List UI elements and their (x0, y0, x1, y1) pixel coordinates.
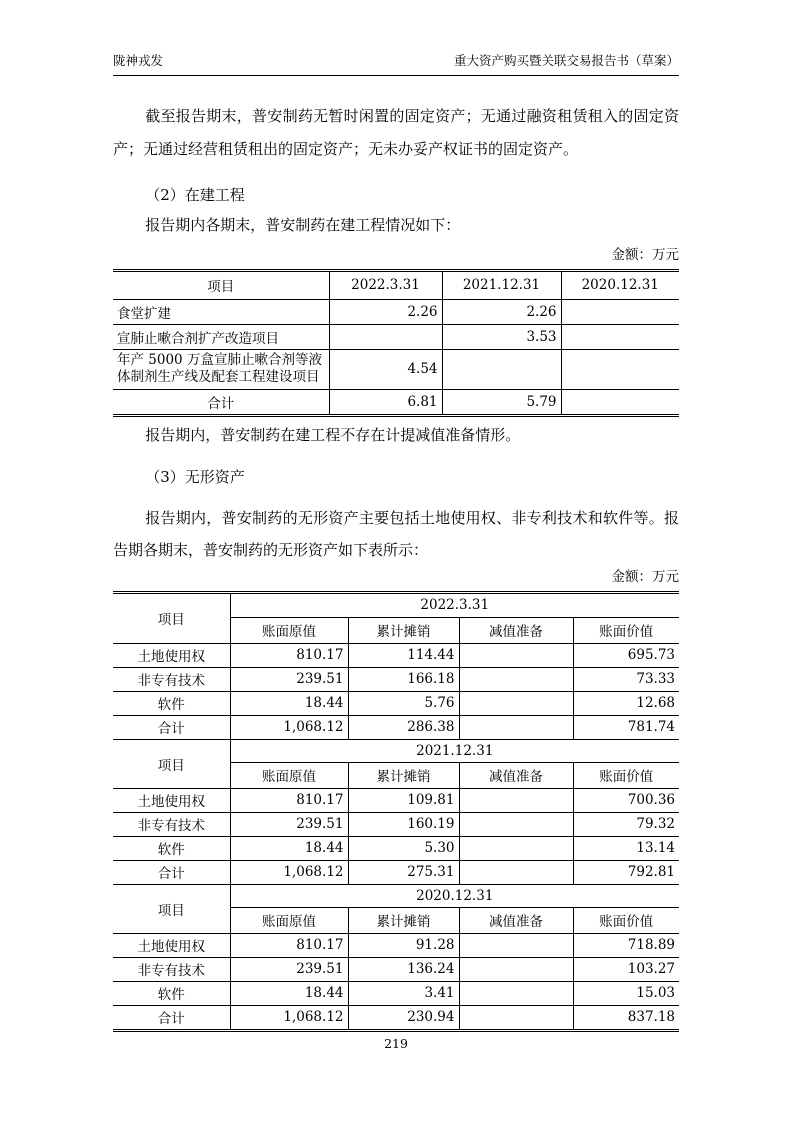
column-header: 账面原值 (230, 907, 348, 933)
heading-construction: （2）在建工程 (145, 186, 245, 204)
row-label: 软件 (113, 981, 230, 1005)
value-cell: 15.03 (573, 981, 679, 1005)
value-cell (459, 981, 573, 1005)
value-cell: 695.73 (573, 643, 679, 667)
value-cell: 2.26 (442, 299, 561, 324)
amount-unit-label-2: 金额：万元 (611, 569, 679, 585)
total-value (561, 389, 679, 414)
value-cell (459, 643, 573, 667)
value-cell: 160.19 (348, 812, 459, 836)
value-cell: 5.76 (348, 691, 459, 715)
value-cell: 239.51 (230, 957, 348, 981)
value-cell (561, 349, 679, 389)
row-label: 非专有技术 (113, 667, 230, 691)
total-label: 合计 (113, 389, 329, 414)
column-header: 累计摊销 (348, 617, 459, 643)
value-cell: 239.51 (230, 667, 348, 691)
column-header: 项目 (113, 739, 230, 788)
total-value: 286.38 (348, 715, 459, 739)
column-header: 账面原值 (230, 617, 348, 643)
value-cell: 700.36 (573, 788, 679, 812)
column-header: 账面原值 (230, 762, 348, 788)
total-value: 1,068.12 (230, 860, 348, 884)
total-value: 781.74 (573, 715, 679, 739)
value-cell: 166.18 (348, 667, 459, 691)
row-label: 食堂扩建 (113, 299, 329, 324)
value-cell: 114.44 (348, 643, 459, 667)
row-label: 软件 (113, 836, 230, 860)
total-value (459, 860, 573, 884)
value-cell (442, 349, 561, 389)
row-label: 软件 (113, 691, 230, 715)
value-cell (459, 836, 573, 860)
total-value: 1,068.12 (230, 715, 348, 739)
paragraph-construction-intro: 报告期内各期末，普安制药在建工程情况如下： (145, 216, 461, 234)
column-header: 累计摊销 (348, 907, 459, 933)
value-cell: 810.17 (230, 643, 348, 667)
total-value (459, 1005, 573, 1029)
total-value (459, 715, 573, 739)
column-header: 账面价值 (573, 907, 679, 933)
paragraph-construction-note: 报告期内，普安制药在建工程不存在计提减值准备情形。 (145, 426, 521, 444)
value-cell: 12.68 (573, 691, 679, 715)
date-header: 2020.12.31 (230, 884, 679, 907)
value-cell: 13.14 (573, 836, 679, 860)
value-cell (459, 667, 573, 691)
value-cell: 5.30 (348, 836, 459, 860)
value-cell: 3.41 (348, 981, 459, 1005)
intangible-table (113, 594, 679, 1029)
total-value: 1,068.12 (230, 1005, 348, 1029)
value-cell: 4.54 (329, 349, 442, 389)
column-header: 账面价值 (573, 762, 679, 788)
value-cell: 810.17 (230, 933, 348, 957)
column-header: 项目 (113, 884, 230, 933)
value-cell: 18.44 (230, 981, 348, 1005)
value-cell (329, 324, 442, 349)
value-cell (561, 299, 679, 324)
total-value: 792.81 (573, 860, 679, 884)
row-label: 土地使用权 (113, 933, 230, 957)
column-header: 项目 (113, 272, 329, 299)
value-cell: 79.32 (573, 812, 679, 836)
column-header: 项目 (113, 594, 230, 643)
company-name: 陇神戎发 (113, 53, 164, 68)
total-value: 837.18 (573, 1005, 679, 1029)
construction-table-wrapper (113, 269, 679, 417)
value-cell: 239.51 (230, 812, 348, 836)
row-label: 年产 5000 万盒宣肺止嗽合剂等液体制剂生产线及配套工程建设项目 (113, 349, 329, 389)
paragraph-fixed-assets: 截至报告期末，普安制药无暂时闲置的固定资产；无通过融资租赁租入的固定资产；无通过经营租赁租出的固定资产；无未办妥产权证书的固定资产。 (113, 107, 679, 158)
value-cell: 136.24 (348, 957, 459, 981)
value-cell: 18.44 (230, 691, 348, 715)
total-label: 合计 (113, 715, 230, 739)
row-label: 土地使用权 (113, 788, 230, 812)
page-header (113, 51, 679, 76)
value-cell (459, 957, 573, 981)
column-header: 2020.12.31 (561, 272, 679, 299)
value-cell: 103.27 (573, 957, 679, 981)
value-cell (561, 324, 679, 349)
intangible-table-wrapper (113, 591, 679, 1032)
page-number: 219 (384, 1036, 408, 1051)
row-label: 宣肺止嗽合剂扩产改造项目 (113, 324, 329, 349)
value-cell (459, 933, 573, 957)
value-cell: 91.28 (348, 933, 459, 957)
value-cell: 810.17 (230, 788, 348, 812)
column-header: 减值准备 (459, 907, 573, 933)
value-cell: 18.44 (230, 836, 348, 860)
value-cell (459, 788, 573, 812)
column-header: 减值准备 (459, 762, 573, 788)
value-cell: 109.81 (348, 788, 459, 812)
value-cell: 73.33 (573, 667, 679, 691)
column-header: 2022.3.31 (329, 272, 442, 299)
value-cell: 2.26 (329, 299, 442, 324)
row-label: 非专有技术 (113, 957, 230, 981)
value-cell (459, 691, 573, 715)
report-title: 重大资产购买暨关联交易报告书（草案） (453, 53, 679, 68)
value-cell: 718.89 (573, 933, 679, 957)
total-value: 5.79 (442, 389, 561, 414)
column-header: 减值准备 (459, 617, 573, 643)
construction-table (113, 272, 679, 414)
total-label: 合计 (113, 860, 230, 884)
amount-unit-label-1: 金额：万元 (611, 247, 679, 263)
value-cell (459, 812, 573, 836)
row-label: 土地使用权 (113, 643, 230, 667)
column-header: 2021.12.31 (442, 272, 561, 299)
value-cell: 3.53 (442, 324, 561, 349)
row-label: 非专有技术 (113, 812, 230, 836)
total-label: 合计 (113, 1005, 230, 1029)
column-header: 累计摊销 (348, 762, 459, 788)
date-header: 2022.3.31 (230, 594, 679, 617)
heading-intangible: （3）无形资产 (145, 468, 245, 486)
column-header: 账面价值 (573, 617, 679, 643)
total-value: 6.81 (329, 389, 442, 414)
total-value: 230.94 (348, 1005, 459, 1029)
paragraph-intangible-intro: 报告期内，普安制药的无形资产主要包括土地使用权、非专利技术和软件等。报告期各期末，普安制药的无形资产如下表所示： (113, 509, 679, 559)
total-value: 275.31 (348, 860, 459, 884)
date-header: 2021.12.31 (230, 739, 679, 762)
